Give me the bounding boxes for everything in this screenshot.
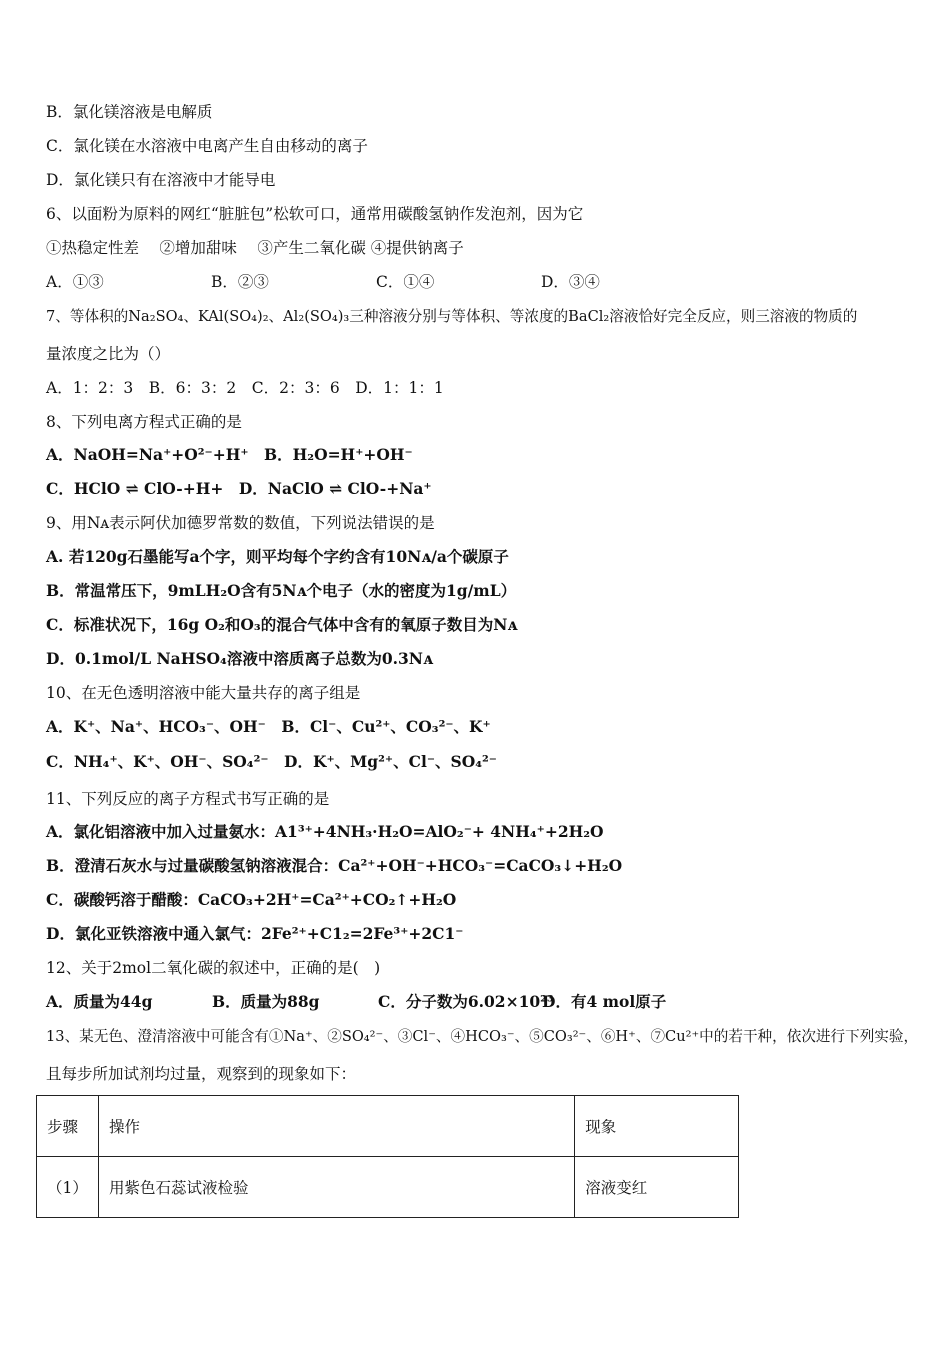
table-header-cell: 现象 (575, 1096, 739, 1157)
q9-stem: 9、用Nᴀ表示阿伏加德罗常数的数值，下列说法错误的是 (46, 514, 435, 532)
q6-option-a: A．①③ (46, 273, 104, 291)
table-header-cell: 操作 (98, 1096, 574, 1157)
q10-options-cd: C．NH₄⁺、K⁺、OH⁻、SO₄²⁻ D．K⁺、Mg²⁺、Cl⁻、SO₄²⁻ (46, 752, 497, 771)
q12-options (46, 992, 666, 1012)
q11-option-a: A．氯化铝溶液中加入过量氨水：A1³⁺+4NH₃·H₂O=AlO₂⁻+ 4NH₄⁺+2H₂O (46, 822, 604, 841)
table-header-cell: 步骤 (37, 1096, 99, 1157)
table-cell-step: （1） (37, 1157, 99, 1218)
q9-option-a: A. 若120g石墨能写a个字，则平均每个字约含有10Nᴀ/a个碳原子 (46, 547, 509, 566)
q13-stem-line-2: 且每步所加试剂均过量，观察到的现象如下： (46, 1065, 357, 1083)
q12-stem: 12、关于2mol二氧化碳的叙述中，正确的是( ) (46, 959, 381, 977)
q6-option-b: B．②③ (211, 273, 269, 291)
q7-options: A．1：2：3 B．6：3：2 C．2：3：6 D．1：1：1 (46, 379, 444, 397)
q10-stem: 10、在无色透明溶液中能大量共存的离子组是 (46, 684, 361, 702)
q11-stem: 11、下列反应的离子方程式书写正确的是 (46, 790, 330, 808)
q9-option-c: C．标准状况下，16g O₂和O₃的混合气体中含有的氧原子数目为Nᴀ (46, 615, 518, 634)
q6-option-c: C．①④ (376, 273, 435, 291)
q8-options-ab: A．NaOH=Na⁺+O²⁻+H⁺ B．H₂O=H⁺+OH⁻ (46, 445, 413, 464)
q6-stem: 6、以面粉为原料的网红“脏脏包”松软可口，通常用碳酸氢钠作发泡剂，因为它 (46, 205, 584, 223)
q11-option-c: C．碳酸钙溶于醋酸：CaCO₃+2H⁺=Ca²⁺+CO₂↑+H₂O (46, 890, 457, 909)
q8-options-cd: C．HClO ⇌ ClO-+H+ D．NaClO ⇌ ClO-+Na⁺ (46, 479, 432, 498)
experiment-table (36, 1095, 739, 1218)
q12-option-c: C．分子数为6.02×10²³ (378, 992, 554, 1011)
q6-items: ①热稳定性差 ②增加甜味 ③产生二氧化碳 ④提供钠离子 (46, 239, 464, 257)
q6-option-d: D．③④ (541, 273, 600, 291)
q12-option-d: D．有4 mol原子 (542, 992, 667, 1011)
q12-option-a: A．质量为44g (46, 992, 153, 1011)
q9-option-d: D．0.1mol/L NaHSO₄溶液中溶质离子总数为0.3Nᴀ (46, 649, 433, 668)
table-row (37, 1157, 739, 1218)
q8-stem: 8、下列电离方程式正确的是 (46, 413, 242, 431)
q6-options (46, 272, 600, 292)
q5-option-b: B．氯化镁溶液是电解质 (46, 103, 213, 121)
q7-stem-line-1: 7、等体积的Na₂SO₄、KAl(SO₄)₂、Al₂(SO₄)₃三种溶液分别与等体积、等浓度的BaCl₂溶液恰好完全反应，则三溶液的物质的 (46, 308, 858, 325)
q9-option-b: B．常温常压下，9mLH₂O含有5Nᴀ个电子（水的密度为1g/mL） (46, 581, 517, 600)
q7-stem-line-2: 量浓度之比为（） (46, 345, 171, 363)
table-header-row (37, 1096, 739, 1157)
q5-option-c: C．氯化镁在水溶液中电离产生自由移动的离子 (46, 137, 368, 155)
q10-options-ab: A．K⁺、Na⁺、HCO₃⁻、OH⁻ B．Cl⁻、Cu²⁺、CO₃²⁻、K⁺ (46, 717, 491, 736)
q11-option-b: B．澄清石灰水与过量碳酸氢钠溶液混合：Ca²⁺+OH⁻+HCO₃⁻=CaCO₃↓+H₂O (46, 856, 623, 875)
q12-option-b: B．质量为88g (212, 992, 320, 1011)
q5-option-d: D．氯化镁只有在溶液中才能导电 (46, 171, 276, 189)
q11-option-d: D．氯化亚铁溶液中通入氯气：2Fe²⁺+C1₂=2Fe³⁺+2C1⁻ (46, 924, 464, 943)
table-cell-phenomenon: 溶液变红 (575, 1157, 739, 1218)
page-bottom-margin (0, 1218, 950, 1348)
table-cell-operation: 用紫色石蕊试液检验 (98, 1157, 574, 1218)
q13-stem-line-1: 13、某无色、澄清溶液中可能含有①Na⁺、②SO₄²⁻、③Cl⁻、④HCO₃⁻、⑤CO₃²⁻、⑥H⁺、⑦Cu²⁺中的若干种，依次进行下列实验， (46, 1028, 919, 1045)
